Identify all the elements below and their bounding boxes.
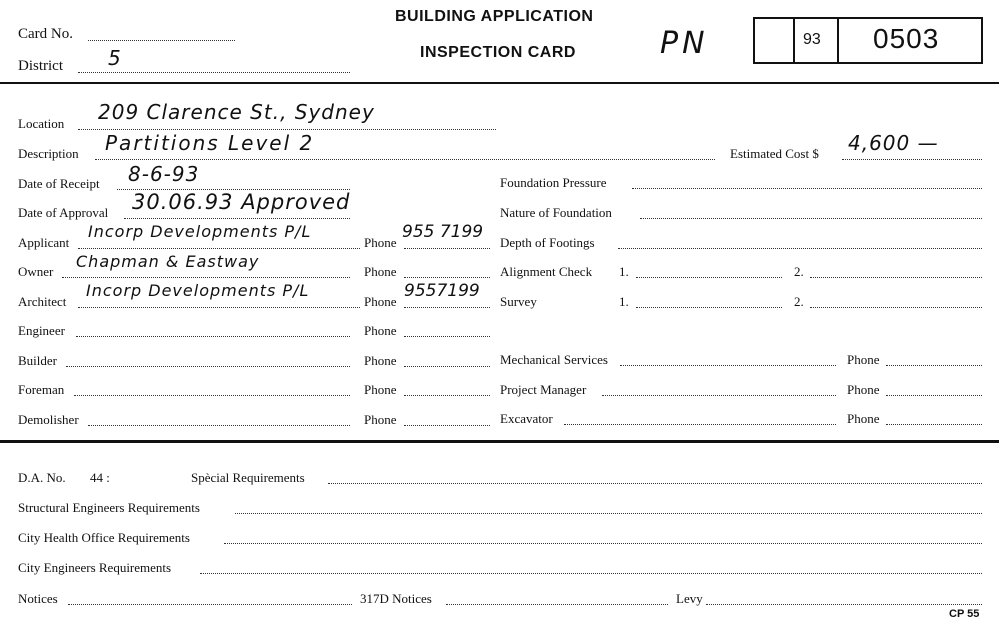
section-divider — [0, 440, 999, 443]
excavator-label: Excavator — [500, 411, 553, 426]
survey-num1: 1. — [619, 294, 629, 309]
mechanical-field[interactable] — [620, 365, 836, 366]
location-label: Location — [18, 116, 65, 131]
foreman-phone-label: Phone — [364, 382, 397, 397]
special-req-field[interactable] — [328, 483, 982, 484]
mechanical-label: Mechanical Services — [500, 352, 608, 367]
builder-phone-field[interactable] — [404, 366, 490, 367]
survey-field1[interactable] — [636, 307, 782, 308]
architect-label: Architect — [18, 294, 67, 309]
notices-317d-label: 317D Notices — [360, 591, 432, 606]
title-line1: BUILDING APPLICATION — [395, 8, 594, 25]
depth-footings-label: Depth of Footings — [500, 235, 595, 250]
header-divider — [0, 82, 999, 84]
excavator-phone-field[interactable] — [886, 424, 982, 425]
owner-phone-label: Phone — [364, 264, 397, 279]
foreman-phone-field[interactable] — [404, 395, 490, 396]
owner-value: Chapman & Eastway — [76, 252, 260, 271]
year-box-value: 93 — [803, 31, 821, 48]
excavator-field[interactable] — [564, 424, 836, 425]
alignment-field2[interactable] — [810, 277, 982, 278]
architect-phone-field[interactable] — [404, 307, 490, 308]
demolisher-label: Demolisher — [18, 412, 79, 427]
levy-field[interactable] — [706, 604, 982, 605]
applicant-phone-label: Phone — [364, 235, 397, 250]
survey-label: Survey — [500, 294, 537, 309]
da-no-label: D.A. No. — [18, 470, 66, 485]
card-no-field[interactable] — [88, 40, 235, 41]
location-field[interactable] — [78, 129, 496, 130]
district-field[interactable] — [78, 72, 350, 73]
architect-field[interactable] — [78, 307, 360, 308]
builder-phone-label: Phone — [364, 353, 397, 368]
location-value: 209 Clarence St., Sydney — [98, 100, 375, 124]
date-receipt-label: Date of Receipt — [18, 176, 100, 191]
architect-phone-value: 9557199 — [404, 281, 480, 301]
applicant-phone-value: 955 7199 — [402, 222, 484, 242]
date-receipt-value: 8-6-93 — [128, 162, 200, 186]
alignment-num1: 1. — [619, 264, 629, 279]
description-field[interactable] — [95, 159, 715, 160]
survey-field2[interactable] — [810, 307, 982, 308]
applicant-value: Incorp Developments P/L — [88, 222, 312, 241]
architect-phone-label: Phone — [364, 294, 397, 309]
description-label: Description — [18, 146, 79, 161]
da-no-value: 44 : — [90, 470, 110, 485]
demolisher-phone-field[interactable] — [404, 425, 490, 426]
excavator-phone-label: Phone — [847, 411, 880, 426]
alignment-field1[interactable] — [636, 277, 782, 278]
engineer-field[interactable] — [76, 336, 350, 337]
foreman-field[interactable] — [74, 395, 350, 396]
structural-label: Structural Engineers Requirements — [18, 500, 200, 515]
notices-field[interactable] — [68, 604, 352, 605]
special-req-label: Spècial Requirements — [191, 470, 305, 485]
engineer-phone-field[interactable] — [404, 336, 490, 337]
architect-value: Incorp Developments P/L — [86, 281, 310, 300]
alignment-check-label: Alignment Check — [500, 264, 593, 279]
title-line2: INSPECTION CARD — [420, 44, 576, 61]
project-manager-phone-label: Phone — [847, 382, 880, 397]
project-manager-label: Project Manager — [500, 382, 587, 397]
notices-label: Notices — [18, 591, 58, 606]
applicant-field[interactable] — [78, 248, 360, 249]
mechanical-phone-field[interactable] — [886, 365, 982, 366]
engineer-label: Engineer — [18, 323, 65, 338]
project-manager-field[interactable] — [602, 395, 836, 396]
levy-label: Levy — [676, 591, 703, 606]
card-no-label: Card No. — [18, 26, 73, 42]
mechanical-phone-label: Phone — [847, 352, 880, 367]
structural-field[interactable] — [235, 513, 982, 514]
builder-field[interactable] — [66, 366, 350, 367]
estimated-cost-label: Estimated Cost $ — [730, 146, 819, 161]
date-approval-field[interactable] — [124, 218, 350, 219]
owner-phone-field[interactable] — [404, 277, 490, 278]
project-manager-phone-field[interactable] — [886, 395, 982, 396]
district-label: District — [18, 58, 63, 74]
date-approval-label: Date of Approval — [18, 205, 109, 220]
demolisher-field[interactable] — [88, 425, 350, 426]
notices-317d-field[interactable] — [446, 604, 668, 605]
nature-foundation-field[interactable] — [640, 218, 982, 219]
date-approval-value: 30.06.93 Approved — [132, 190, 351, 214]
estimated-cost-field[interactable] — [842, 159, 982, 160]
builder-label: Builder — [18, 353, 57, 368]
foundation-pressure-label: Foundation Pressure — [500, 175, 607, 190]
description-value: Partitions Level 2 — [105, 131, 315, 155]
foreman-label: Foreman — [18, 382, 65, 397]
applicant-label: Applicant — [18, 235, 70, 250]
depth-footings-field[interactable] — [618, 248, 982, 249]
health-field[interactable] — [224, 543, 982, 544]
district-value: 5 — [108, 46, 122, 70]
applicant-phone-field[interactable] — [404, 248, 490, 249]
foundation-pressure-field[interactable] — [632, 188, 982, 189]
nature-foundation-label: Nature of Foundation — [500, 205, 612, 220]
demolisher-phone-label: Phone — [364, 412, 397, 427]
form-code: CP 55 — [949, 608, 980, 620]
city-eng-field[interactable] — [200, 573, 982, 574]
survey-num2: 2. — [794, 294, 804, 309]
card-number-box — [753, 17, 983, 64]
engineer-phone-label: Phone — [364, 323, 397, 338]
owner-field[interactable] — [62, 277, 350, 278]
estimated-cost-value: 4,600 — — [848, 131, 939, 155]
health-label: City Health Office Requirements — [18, 530, 190, 545]
alignment-num2: 2. — [794, 264, 804, 279]
number-box-value: 0503 — [873, 23, 940, 54]
city-eng-label: City Engineers Requirements — [18, 560, 172, 575]
handwritten-initials: PN — [660, 26, 709, 61]
owner-label: Owner — [18, 264, 54, 279]
